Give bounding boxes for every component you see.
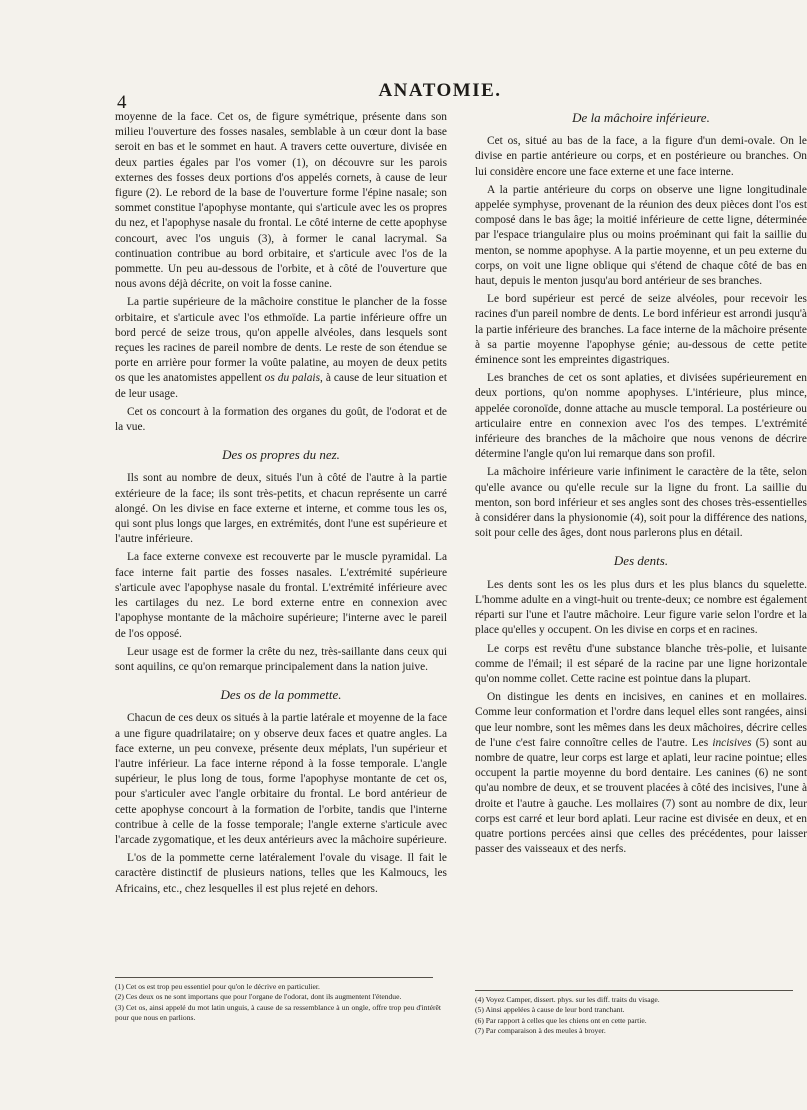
paragraph: La face externe convexe est recouverte par le muscle pyramidal. La face interne fait partie des fosses nasales. L'extrémité supérieure s'articule avec l'apophyse nasale du frontal. L'extrémité inférieure avec les cartilages du nez. Le bord externe entre en connexion avec l'apophyse montante de la mâchoire supérieure; l'interne avec le pareil de l'os opposé. bbox=[115, 551, 447, 640]
paragraph: Le bord supérieur est percé de seize alvéoles, pour recevoir les racines d'un pareil nombre de dents. Le bord inférieur est arrondi jusqu'à la partie inférieure des branches. La face interne de la mâchoire présente à sa partie moyenne l'apophyse génie; au-dessous de cette petite éminence sont les empreintes digastriques. bbox=[475, 293, 807, 367]
right-column bbox=[475, 110, 807, 860]
footnote: (6) Par rapport à celles que les chiens ont en cette partie. bbox=[475, 1015, 647, 1025]
page-number: 4 bbox=[117, 92, 127, 113]
section-heading: Des dents. bbox=[613, 553, 669, 569]
footnotes-left bbox=[115, 982, 441, 1024]
paragraph: Ils sont au nombre de deux, situés l'un à côté de l'autre à la partie extérieure de la face; ils sont très-petits, et chacun représente un carré alongé. On les divise en face externe et interne, et comme tous les os, qui sont plus longs que larges, en extrémités, dont l'une est supérieure et l'autre inférieure. bbox=[115, 472, 447, 546]
paragraph: A la partie antérieure du corps on observe une ligne longitudinale appelée symphyse, provenant de la réunion des deux pièces dont l'os est composé dans le bas âge; la moitié inférieure de cette ligne, déterminée par l'espace triangulaire plus ou moins proéminant qui fait la saillie du menton, se nomme apophyse. A la partie moyenne, et un peu externe du corps, on voit une ligne oblique qui s'étend de chaque côté de bas en haut, depuis le menton jusqu'au bord antérieur de ses branches. bbox=[475, 183, 807, 288]
section-heading: De la mâchoire inférieure. bbox=[572, 110, 710, 125]
paragraph-text: (5) sont au nombre de quatre, leur corps est large et aplati, leur racine pointue; elles occupent la partie moyenne du bord dentaire. Les canines (6) ne sont qu'au nombre de deux, et se trouvent placées à côté des incisives, l'une à droite et l'autre à gauche. Les mollaires (7) sont au nombre de dix, leur corps est carré et leur bord aplati. Leur racine est divisée en deux, et en quatre portions percées ainsi que celles des précédentes, pour laisser passer des vaisseaux et des nerfs. bbox=[475, 736, 807, 856]
paragraph bbox=[115, 295, 447, 401]
paragraph: Les branches de cet os sont aplaties, et divisées supérieurement en deux portions, qu'on nomme apophyses. L'intérieure, plus mince, appelée coronoïde, donne attache au muscle temporal. La postérieure ou articulaire entre en connexion avec l'os des tempes. L'extrémité inférieure des branches de la mâchoire que nous venons de décrire détermine l'angle qu'on lui remarque dans son profil. bbox=[475, 372, 807, 461]
paragraph: Les dents sont les os les plus durs et les plus blancs du squelette. L'homme adulte en a vingt-huit ou trente-deux; ce nombre est également réparti sur l'une et l'autre mâchoire. Leur figure varie selon l'ordre et la place qu'elles y occupent. On les divise en corps et en racines. bbox=[475, 578, 807, 637]
italic-term: os du palais bbox=[264, 372, 321, 385]
footnotes-right bbox=[475, 995, 793, 1037]
paragraph: Le corps est revêtu d'une substance blanche très-polie, et luisante comme de l'émail; il est séparé de la racine par une ligne horizontale qu'on nomme collet. Cette racine est pointue dans la plupart. bbox=[475, 642, 807, 685]
running-head: ANATOMIE. bbox=[378, 80, 502, 101]
paragraph-text: On distingue les dents en incisives, en canines et en mollaires. Comme leur conformation et l'ordre dans lequel elles sont rangées, ainsi que leur nombre, sont les mêmes dans les deux mâchoires, décrire celles de l'une c'est faire connoître celles de l'autre. Les bbox=[475, 691, 807, 749]
footnote: (1) Cet os est trop peu essentiel pour qu'on le décrive en particulier. bbox=[115, 982, 320, 991]
section-heading: Des os de la pommette. bbox=[220, 687, 342, 703]
paragraph-text: La partie supérieure de la mâchoire constitue le plancher de la fosse orbitaire, et s'articule avec l'os ethmoïde. La partie inférieure offre un bord percé de seize trous, qu'on appelle alvéoles, dans lesquels sont reçues les racines de pareil nombre de dents. Le reste de son étendue se porte en arrière pour former la voûte palatine, au moyen de deux petits os que les anatomistes appellent bbox=[115, 296, 447, 385]
footnote: (3) Cet os, ainsi appelé du mot latin unguis, à cause de sa ressemblance à un ongle, offre trop peu d'intérêt pour que nous en parlions. bbox=[115, 1002, 441, 1023]
paragraph: Chacun de ces deux os situés à la partie latérale et moyenne de la face a une figure quadrilataire; on y observe deux faces et quatre angles. La face externe, un peu convexe, présente deux méplats, l'un supérieur et l'autre inférieur. La face interne répond à la fosse temporale. L'angle supérieur, le plus long de tous, forme l'apophyse montante de cet os, pour s'articuler avec l'angle orbitaire du frontal. Le bord antérieur de cette apophyse concourt à la formation de l'orbite, tandis que l'interne contribue à celle de la fosse temporale; l'angle externe s'articule avec l'arcade zygomatique, et les deux antérieurs avec la mâchoire supérieure. bbox=[115, 712, 447, 846]
section-heading: Des os propres du nez. bbox=[222, 447, 340, 463]
footnote: (2) Ces deux os ne sont importans que pour l'organe de l'odorat, dont ils augmentent l'étendue. bbox=[115, 992, 402, 1002]
paragraph: La mâchoire inférieure varie infiniment le caractère de la tête, selon qu'elle avance ou qu'elle recule sur la ligne du front. La saillie du menton, son bord inférieur et ses angles sont des choses très-essentielles à considérer dans la physionomie (4), soit pour la différence des nations, soit pour celle des âges, dont nous parlerons plus en détail. bbox=[475, 466, 807, 540]
footnote: (4) Voyez Camper, dissert. phys. sur les diff. traits du visage. bbox=[475, 995, 660, 1004]
paragraph: Cet os, situé au bas de la face, a la figure d'un demi-ovale. On le divise en partie antérieure ou corps, et en postérieure ou branches. On lui considère encore une face externe et une face interne. bbox=[475, 135, 807, 178]
paragraph bbox=[475, 690, 807, 857]
left-column bbox=[115, 110, 447, 900]
footnote-rule-right bbox=[475, 990, 793, 991]
footnote: (5) Ainsi appelées à cause de leur bord tranchant. bbox=[475, 1005, 625, 1015]
paragraph: moyenne de la face. Cet os, de figure symétrique, présente dans son milieu l'ouverture des fosses nasales, semblable à un cœur dont la base seroit en bas et le sommet en haut. A travers cette ouverture, divisée en deux parties égales par l'os vomer (1), on découvre sur les parois externes des fosses deux portions d'os appelés cornets, à cause de leur figure (2). Le rebord de la base de l'ouverture forme l'épine nasale; son sommet constitue l'apophyse montante, qui s'articule avec les os propres du nez, et l'apophyse nasale du frontal. Le côté interne de cette apophyse concourt, avec l'os unguis (3), à former le canal lacrymal. Sa continuation contribue au bord orbitaire, et s'articule avec l'os de la pommette. Un peu au-dessous de l'orbite, et à côté de l'ouverture que nous avons déjà décrite, on voit la fosse canine. bbox=[115, 111, 447, 291]
footnote-rule-left bbox=[115, 977, 433, 978]
footnote: (7) Par comparaison à des meules à broyer. bbox=[475, 1026, 606, 1036]
italic-term: incisives bbox=[712, 736, 752, 749]
paragraph-text: , à cause de leur situation et de leur usage. bbox=[115, 372, 448, 400]
paragraph: Cet os concourt à la formation des organes du goût, de l'odorat et de la vue. bbox=[115, 405, 447, 434]
paragraph: L'os de la pommette cerne latéralement l'ovale du visage. Il fait le caractère distinctif de plusieurs nations, telles que les Kalmoucs, les Africains, etc., chez lesquelles il est plus rejeté en dehors. bbox=[115, 852, 447, 895]
paragraph: Leur usage est de former la crête du nez, très-saillante dans ceux qui sont aquilins, ce qu'on remarque principalement dans la nation juive. bbox=[115, 645, 447, 673]
